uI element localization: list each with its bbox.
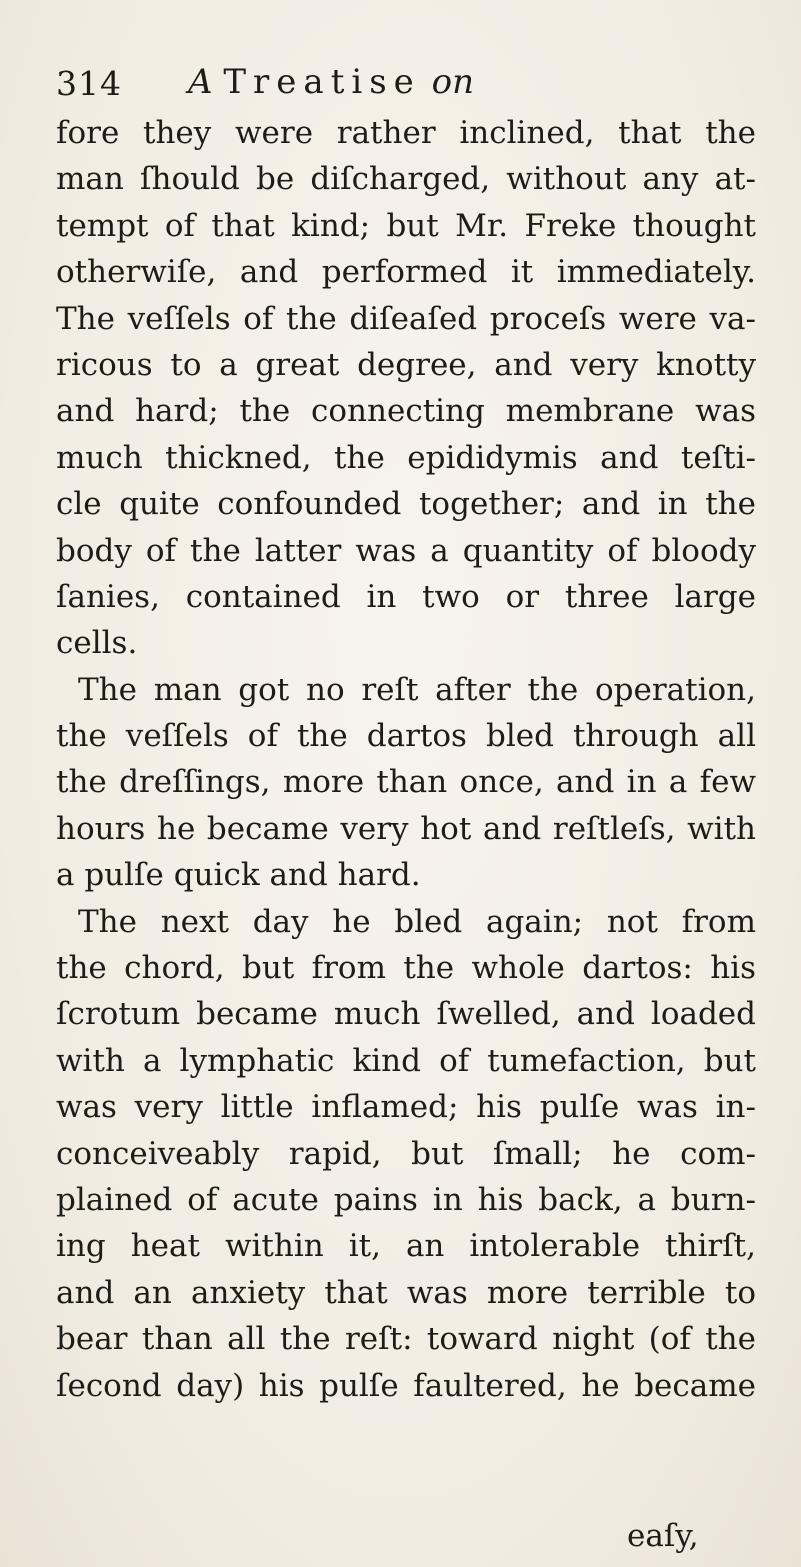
text-line: was very little inflamed; his pulſe was in- [56, 1089, 756, 1126]
text-line: body of the latter was a quantity of bloody [56, 532, 756, 569]
text-line: the veſſels of the dartos bled through all [56, 718, 756, 755]
running-title-preposition: on [431, 62, 474, 102]
text-line: conceiveably rapid, but ſmall; he com- [56, 1135, 756, 1172]
text-line: cells. [56, 625, 138, 662]
text-line: The next day he bled again; not from [78, 903, 756, 940]
text-line: man ſhould be diſcharged, without any at- [56, 161, 756, 198]
text-line: with a lymphatic kind of tumefaction, but [56, 1042, 756, 1079]
text-line: The man got no reſt after the operation, [78, 671, 756, 708]
body-text [56, 110, 756, 1409]
running-title-word: Treatise [223, 62, 421, 102]
text-line: The veſſels of the diſeaſed proceſs were va- [56, 300, 756, 337]
text-line: ricous to a great degree, and very knotty [56, 346, 756, 383]
text-line: plained of acute pains in his back, a burn- [56, 1181, 756, 1218]
running-title [188, 62, 474, 102]
text-line: tempt of that kind; but Mr. Freke thought [56, 207, 756, 244]
text-line: bear than all the reſt: toward night (of the [56, 1321, 756, 1358]
page-number: 314 [56, 64, 122, 103]
text-line: ſecond day) his pulſe faultered, he became [56, 1367, 756, 1404]
text-line: cle quite confounded together; and in the [56, 486, 756, 523]
text-line: ing heat within it, an intolerable thirſt, [56, 1228, 756, 1265]
text-line: fore they were rather inclined, that the [56, 115, 756, 151]
text-line: the chord, but from the whole dartos: his [56, 950, 756, 987]
text-line: hours he became very hot and reſtleſs, with [56, 810, 756, 847]
text-line: and an anxiety that was more terrible to [56, 1274, 756, 1311]
text-line: and hard; the connecting membrane was [56, 393, 756, 430]
text-line: the dreſſings, more than once, and in a few [56, 764, 756, 801]
text-line: a pulſe quick and hard. [56, 857, 421, 894]
catchword: eaſy, [627, 1518, 699, 1554]
text-line: ſcrotum became much ſwelled, and loaded [56, 996, 756, 1033]
text-line: otherwiſe, and performed it immediately. [56, 254, 756, 291]
running-header [56, 62, 756, 114]
running-title-article: A [188, 62, 213, 102]
text-line: ſanies, contained in two or three large [56, 578, 756, 615]
text-line: much thickned, the epididymis and teſti- [56, 439, 756, 476]
